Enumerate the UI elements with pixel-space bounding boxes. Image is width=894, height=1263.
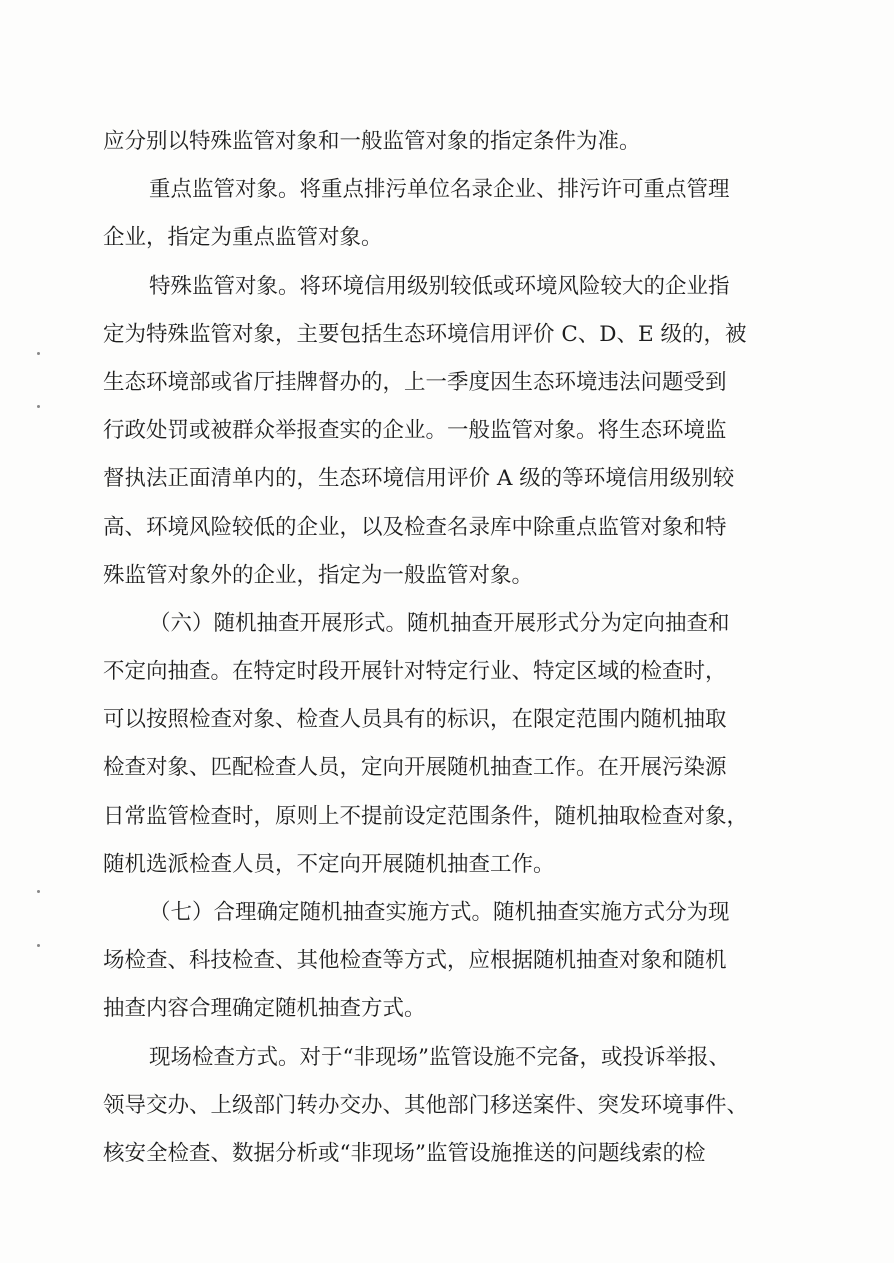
text-line: 随机选派检查人员，不定向开展随机抽查工作。: [103, 851, 555, 877]
text-line: 行政处罚或被群众举报查实的企业。一般监管对象。将生态环境监: [103, 418, 727, 444]
paragraph-start-line: 特殊监管对象。将环境信用级别较低或环境风险较大的企业指: [149, 273, 730, 299]
text-line: 不定向抽查。在特定时段开展针对特定行业、特定区域的检查时，: [103, 659, 727, 685]
text-line: 日常监管检查时，原则上不提前设定范围条件，随机抽取检查对象，: [103, 803, 749, 829]
paragraph-start-line: （七）合理确定随机抽查实施方式。随机抽查实施方式分为现: [149, 900, 730, 925]
text-line: 生态环境部或省厅挂牌督办的，上一季度因生态环境违法问题受到: [103, 369, 727, 395]
text-line: 高、环境风险较低的企业，以及检查名录库中除重点监管对象和特: [103, 514, 727, 540]
text-line: 应分别以特殊监管对象和一般监管对象的指定条件为准。: [103, 129, 641, 154]
margin-mark: [37, 890, 40, 893]
margin-mark: [37, 352, 40, 355]
paragraph-start-line: 现场检查方式。对于“非现场”监管设施不完备，或投诉举报、: [149, 1044, 730, 1070]
margin-mark: [37, 944, 40, 947]
text-line: 抽查内容合理确定随机抽查方式。: [103, 996, 426, 1022]
text-line: 核安全检查、数据分析或“非现场”监管设施推送的问题线索的检: [103, 1140, 706, 1166]
margin-mark: [37, 405, 40, 408]
text-line: 可以按照检查对象、检查人员具有的标识，在限定范围内随机抽取: [103, 707, 727, 733]
text-line: 定为特殊监管对象，主要包括生态环境信用评价 C、D、E 级的，被: [103, 321, 747, 347]
paragraph-start-line: 重点监管对象。将重点排污单位名录企业、排污许可重点管理: [149, 177, 730, 203]
text-line: 场检查、科技检查、其他检查等方式，应根据随机抽查对象和随机: [103, 948, 727, 974]
text-line: 领导交办、上级部门转办交办、其他部门移送案件、突发环境事件、: [103, 1092, 749, 1118]
paragraph-start-line: （六）随机抽查开展形式。随机抽查开展形式分为定向抽查和: [149, 610, 730, 636]
text-line: 检查对象、匹配检查人员，定向开展随机抽查工作。在开展污染源: [103, 755, 727, 781]
document-body: [103, 118, 779, 1178]
text-line: 殊监管对象外的企业，指定为一般监管对象。: [103, 562, 534, 588]
text-line: 企业，指定为重点监管对象。: [103, 225, 383, 251]
text-line: 督执法正面清单内的，生态环境信用评价 A 级的等环境信用级别较: [103, 466, 735, 492]
